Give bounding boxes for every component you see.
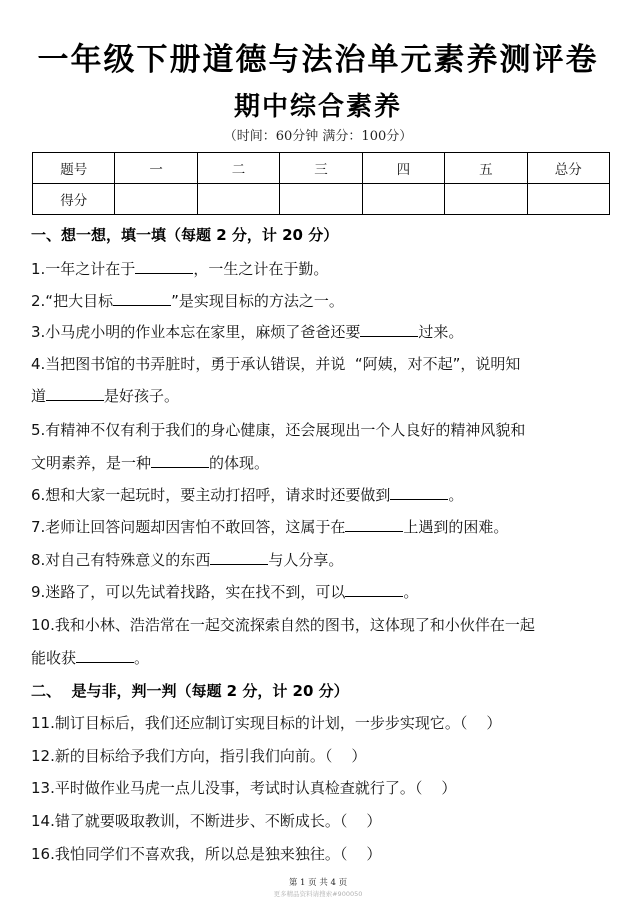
- score-header-cell: 题号: [33, 153, 115, 184]
- question-text: 道: [31, 387, 47, 405]
- question-7: [31, 516, 508, 537]
- answer-blank: [210, 550, 268, 565]
- question-text: 上遇到的困难。: [403, 518, 509, 536]
- judgment-item: 13.平时做作业马虎一点儿没事，考试时认真检查就行了。（ ）: [31, 779, 457, 797]
- score-header-cell: 三: [280, 153, 362, 184]
- score-cell: [527, 184, 609, 215]
- question-5-line-1: 5.有精神不仅有利于我们的身心健康，还会展现出一个人良好的精神风貌和: [31, 421, 526, 439]
- question-text: 8.对自己有特殊意义的东西: [31, 551, 211, 569]
- section-1-heading: 一、想一想，填一填（每题 2 分，计 20 分）: [31, 226, 339, 244]
- question-text: 。: [134, 649, 150, 667]
- question-10-line-1: 10.我和小林、浩浩常在一起交流探索自然的图书，这体现了和小伙伴在一起: [31, 616, 535, 634]
- question-text: 6.想和大家一起玩时，要主动打招呼，请求时还要做到: [31, 486, 391, 504]
- score-cell: [445, 184, 527, 215]
- score-cell: [280, 184, 362, 215]
- section-2-heading: 二、 是与非，判一判（每题 2 分，计 20 分）: [31, 682, 349, 700]
- answer-blank: [390, 485, 448, 500]
- question-9: [31, 581, 418, 602]
- question-text: ”是实现目标的方法之一。: [171, 292, 344, 310]
- page-number: 第 1 页 共 4 页: [288, 878, 348, 888]
- question-6: [31, 484, 463, 505]
- question-4-line-1: 4.当把图书馆的书弄脏时，勇于承认错误，并说 “阿姨，对不起”，说明知: [31, 355, 521, 373]
- question-text: 过来。: [418, 323, 464, 341]
- question-text: 2.“把大目标: [31, 292, 114, 310]
- answer-blank: [46, 386, 104, 401]
- question-1: [31, 258, 328, 279]
- question-text: 1.一年之计在于: [31, 260, 136, 278]
- score-header-cell: 二: [197, 153, 279, 184]
- answer-blank: [76, 648, 134, 663]
- question-text: 。: [448, 486, 464, 504]
- score-table-score-row: [33, 184, 610, 215]
- question-3: [31, 321, 463, 342]
- answer-blank: [345, 582, 403, 597]
- question-text: 3.小马虎小明的作业本忘在家里，麻烦了爸爸还要: [31, 323, 361, 341]
- score-header-cell: 一: [115, 153, 197, 184]
- score-table: [32, 152, 610, 215]
- page-title: 一年级下册道德与法治单元素养测评卷: [37, 42, 599, 78]
- score-table-header-row: [33, 153, 610, 184]
- answer-blank: [360, 322, 418, 337]
- question-text: 文明素养，是一种: [31, 454, 152, 472]
- question-text: 是好孩子。: [104, 387, 180, 405]
- question-text: 9.迷路了，可以先试着找路，实在找不到，可以: [31, 583, 346, 601]
- question-8: [31, 549, 343, 570]
- judgment-item: 12.新的目标给予我们方向，指引我们向前。（ ）: [31, 747, 367, 765]
- answer-blank: [151, 453, 209, 468]
- answer-blank: [345, 517, 403, 532]
- score-cell: [362, 184, 444, 215]
- question-4-line-2: [31, 385, 179, 406]
- score-header-cell: 四: [362, 153, 444, 184]
- page-subtitle: 期中综合素养: [233, 92, 402, 122]
- question-text: ，一生之计在于勤。: [193, 260, 329, 278]
- judgment-item: 16.我怕同学们不喜欢我，所以总是独来独往。（ ）: [31, 845, 382, 863]
- answer-blank: [113, 291, 171, 306]
- question-text: 的体现。: [209, 454, 270, 472]
- score-cell: [115, 184, 197, 215]
- judgment-item: 11.制订目标后，我们还应制订实现目标的计划，一步步实现它。（ ）: [31, 714, 502, 732]
- score-header-cell: 五: [445, 153, 527, 184]
- question-text: 7.老师让回答问题却因害怕不敢回答，这属于在: [31, 518, 346, 536]
- question-text: 能收获: [31, 649, 77, 667]
- score-cell: [197, 184, 279, 215]
- question-text: 。: [403, 583, 419, 601]
- question-10-line-2: [31, 647, 149, 668]
- score-header-cell: 总分: [527, 153, 609, 184]
- question-text: 与人分享。: [268, 551, 344, 569]
- question-5-line-2: [31, 452, 269, 473]
- answer-blank: [135, 259, 193, 274]
- score-row-label: 得分: [33, 184, 115, 215]
- watermark: 更多精品资料请搜索#900050: [273, 890, 363, 898]
- question-2: [31, 290, 344, 311]
- exam-info: （时间：60分钟 满分：100分）: [223, 129, 413, 144]
- judgment-item: 14.错了就要吸取教训，不断进步、不断成长。（ ）: [31, 812, 382, 830]
